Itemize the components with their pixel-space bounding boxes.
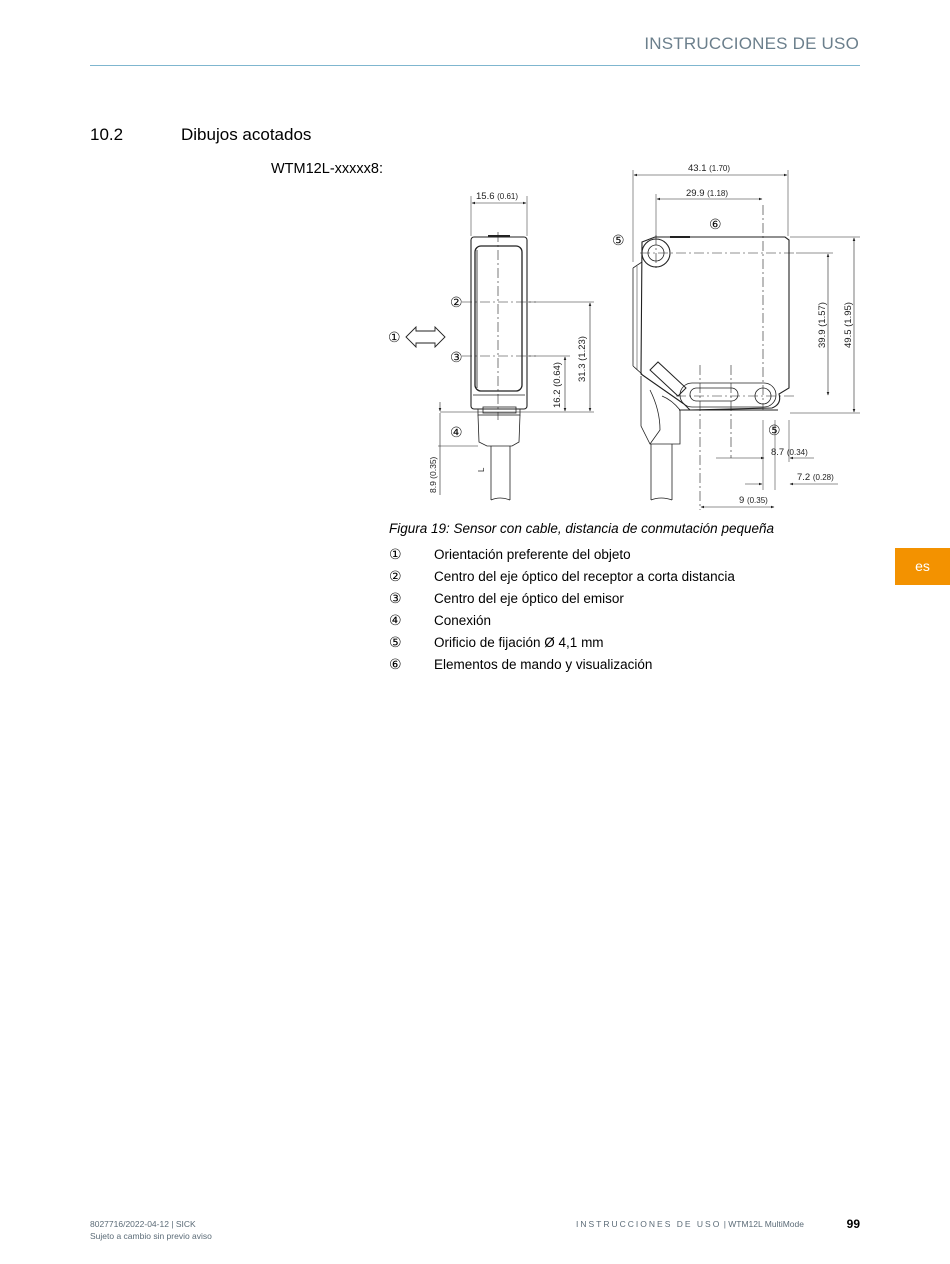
legend-number: ② [389, 569, 402, 585]
dim-height-31: 31.3 (1.23) [577, 336, 588, 382]
legend-number: ⑥ [389, 657, 402, 673]
callout-2: ② [450, 294, 463, 310]
legend-text: Elementos de mando y visualización [434, 657, 653, 672]
callout-3: ③ [450, 349, 463, 365]
callout-1: ① [388, 329, 401, 345]
svg-text:29.9 (1.18): 29.9 (1.18) [686, 188, 729, 199]
figure-caption: Figura 19: Sensor con cable, distancia de conmutación pequeña [389, 521, 775, 536]
callout-6: ⑥ [709, 216, 722, 232]
footer-notice: Sujeto a cambio sin previo aviso [90, 1231, 212, 1241]
legend-number: ⑤ [389, 635, 402, 651]
dim-height-49: 49.5 (1.95) [843, 302, 854, 348]
dim-front-width: 15.6 [476, 191, 495, 202]
callout-5-bottom: ⑤ [768, 422, 781, 438]
dim-height-16: 16.2 (0.64) [552, 362, 563, 408]
page-number: 99 [846, 1217, 860, 1231]
footer-doc-id: 8027716/2022-04-12 | SICK [90, 1219, 196, 1229]
legend-text: Centro del eje óptico del receptor a corta distancia [434, 569, 735, 584]
dim-87: 8.7 [771, 447, 785, 458]
legend-number: ① [389, 547, 402, 563]
dim-total-width: 43.1 [688, 163, 707, 174]
header-divider [90, 65, 860, 66]
section-title: Dibujos acotados [181, 125, 312, 144]
legend-number: ④ [389, 613, 402, 629]
svg-text:7.2 (0.28): 7.2 (0.28) [797, 472, 834, 483]
model-label: WTM12L-xxxxx8: [271, 161, 383, 177]
header-title: INSTRUCCIONES DE USO [644, 34, 859, 53]
front-view [406, 196, 594, 500]
dim-height-39: 39.9 (1.57) [817, 302, 828, 348]
svg-text:8.7 (0.34): 8.7 (0.34) [771, 447, 808, 458]
legend-text: Conexión [434, 613, 492, 628]
footer-doc-type: INSTRUCCIONES DE USO [576, 1219, 722, 1229]
callout-5-top: ⑤ [612, 232, 625, 248]
footer-center [576, 1219, 804, 1229]
language-tab[interactable]: es [895, 548, 950, 585]
dim-height-8: 8.9 (0.35) [428, 456, 438, 493]
legend-text: Orientación preferente del objeto [434, 547, 631, 562]
legend-text: Orificio de fijación Ø 4,1 mm [434, 635, 604, 650]
svg-text:15.6 (0.61): 15.6 (0.61) [476, 191, 519, 202]
callout-4: ④ [450, 424, 463, 440]
dim-72: 7.2 [797, 472, 811, 483]
legend-number: ③ [389, 591, 402, 607]
dim-9: 9 [739, 495, 745, 506]
dimension-drawing [380, 150, 870, 515]
svg-text:43.1 (1.70): 43.1 (1.70) [688, 163, 731, 174]
legend-text: Centro del eje óptico del emisor [434, 591, 624, 606]
footer-product: | WTM12L MultiMode [721, 1219, 804, 1229]
footer-left [90, 1218, 212, 1242]
dim-cable-length: L [477, 467, 486, 472]
svg-text:9 (0.35): 9 (0.35) [739, 495, 768, 506]
section-number: 10.2 [90, 125, 124, 144]
dim-inner-width: 29.9 [686, 188, 705, 199]
